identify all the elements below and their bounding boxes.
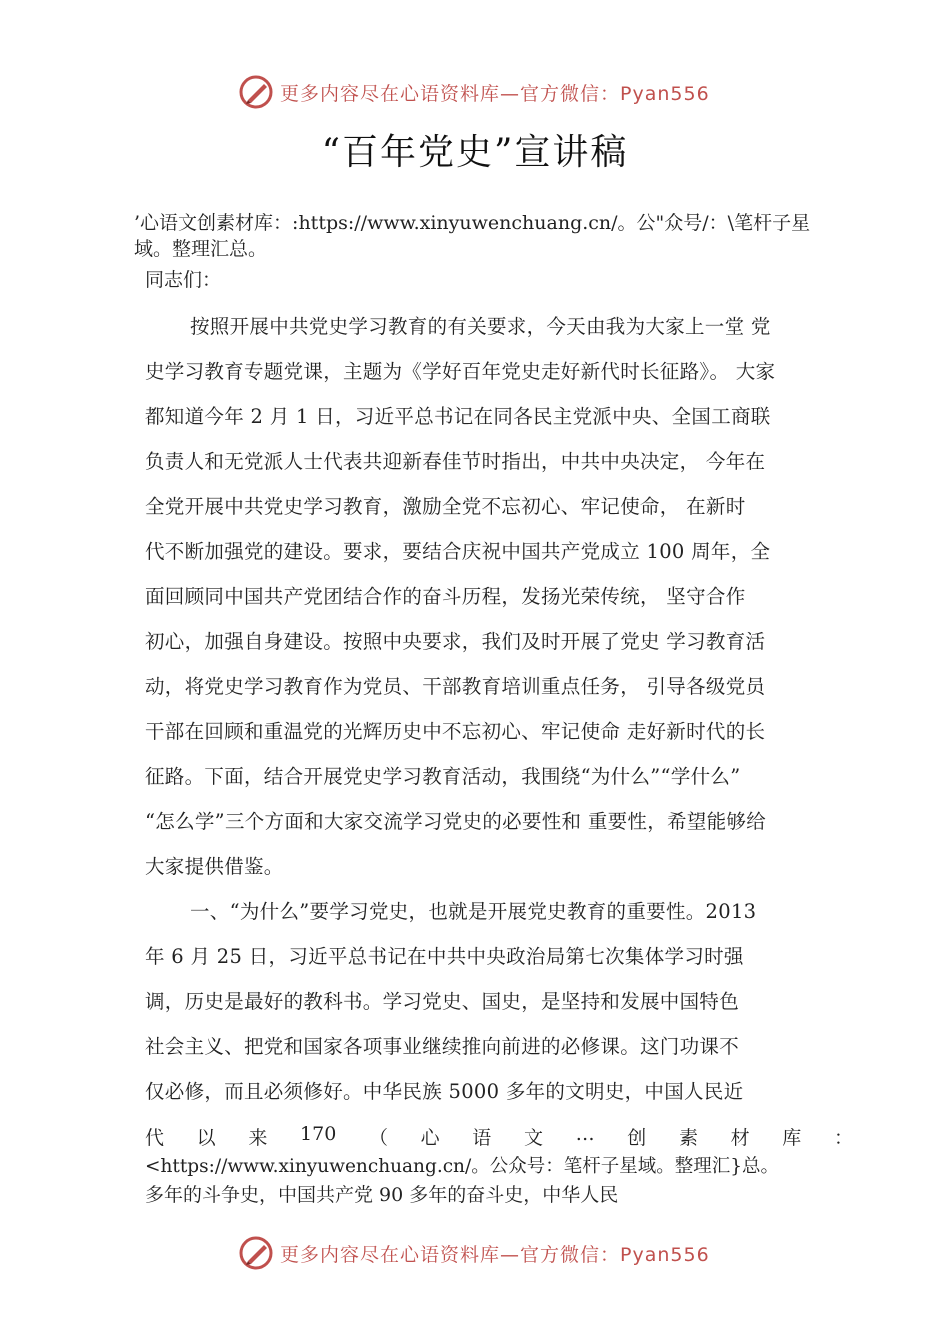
body-line: 一、“为什么”要学习党史，也就是开展党史教育的重要性。2013 xyxy=(190,900,757,923)
source-note-inline: <https://www.xinyuwenchuang.cn/。公众号：笔杆子星域。整理汇}总。 xyxy=(145,1156,779,1177)
char: 心 xyxy=(420,1127,440,1149)
body-line: 代不断加强党的建设。要求，要结合庆祝中国共产党成立 100 周年，全 xyxy=(145,540,771,563)
pen-logo-icon xyxy=(238,1235,274,1271)
char: 以 xyxy=(196,1127,216,1149)
source-note: ’心语文创素材库：:https://www.xinyuwenchuang.cn/。公"众号/：\笔杆子星域。整理汇总。 xyxy=(134,212,811,260)
justified-line xyxy=(145,1123,853,1150)
body-line-last: 多年的斗争史，中国共产党 90 多年的奋斗史，中华人民 xyxy=(145,1184,619,1206)
body-line: 征路。下面，结合开展党史学习教育活动，我围绕“为什么”“学什么” xyxy=(145,765,741,788)
pen-logo-icon xyxy=(238,74,274,110)
char: 文 xyxy=(523,1127,543,1149)
char: … xyxy=(575,1123,595,1145)
body-line: 面回顾同中国共产党团结合作的奋斗历程，发扬光荣传统， 坚守合作 xyxy=(145,585,746,608)
char: 170 xyxy=(300,1123,337,1145)
body-line: 动，将党史学习教育作为党员、干部教育培训重点任务， 引导各级党员 xyxy=(145,675,766,698)
body-line: 都知道今年 2 月 1 日，习近平总书记在同各民主党派中央、全国工商联 xyxy=(145,405,771,428)
char: ： xyxy=(833,1127,853,1149)
char: 材 xyxy=(730,1127,750,1149)
header-banner xyxy=(238,72,710,112)
body-line: 初心，加强自身建设。按照中央要求，我们及时开展了党史 学习教育活 xyxy=(145,630,766,653)
char: 来 xyxy=(248,1127,268,1149)
char: 语 xyxy=(472,1127,492,1149)
body-line: 仅必修，而且必须修好。中华民族 5000 多年的文明史，中国人民近 xyxy=(145,1080,744,1103)
body-line: 负责人和无党派人士代表共迎新春佳节时指出，中共中央决定， 今年在 xyxy=(145,450,766,473)
char: 代 xyxy=(145,1127,165,1149)
char: 库 xyxy=(782,1127,802,1149)
body-line: 年 6 月 25 日，习近平总书记在中共中央政治局第七次集体学习时强 xyxy=(145,945,744,968)
body-line: 干部在回顾和重温党的光辉历史中不忘初心、牢记使命 走好新时代的长 xyxy=(145,720,766,743)
body-line: 调，历史是最好的教科书。学习党史、国史，是坚持和发展中国特色 xyxy=(145,990,740,1013)
body-line: 史学习教育专题党课，主题为《学好百年党史走好新代时长征路》。 大家 xyxy=(145,360,776,383)
body-line: 按照开展中共党史学习教育的有关要求，今天由我为大家上一堂 党 xyxy=(190,315,771,338)
body-line: “怎么学”三个方面和大家交流学习党史的必要性和 重要性，希望能够给 xyxy=(145,810,767,833)
body-line: 大家提供借鉴。 xyxy=(145,855,284,878)
char: 素 xyxy=(678,1127,698,1149)
char: （ xyxy=(368,1127,388,1149)
char: 创 xyxy=(627,1127,647,1149)
banner-text: 更多内容尽在心语资料库—官方微信：Pyan556 xyxy=(280,1243,710,1266)
body-line: 社会主义、把党和国家各项事业继续推向前进的必修课。这门功课不 xyxy=(145,1035,740,1058)
footer-banner xyxy=(238,1233,710,1273)
document-title: “百年党史”宣讲稿 xyxy=(321,132,629,173)
banner-text: 更多内容尽在心语资料库—官方微信：Pyan556 xyxy=(280,82,710,105)
body-line: 全党开展中共党史学习教育，激励全党不忘初心、牢记使命， 在新时 xyxy=(145,495,746,518)
greeting: 同志们： xyxy=(145,269,222,291)
